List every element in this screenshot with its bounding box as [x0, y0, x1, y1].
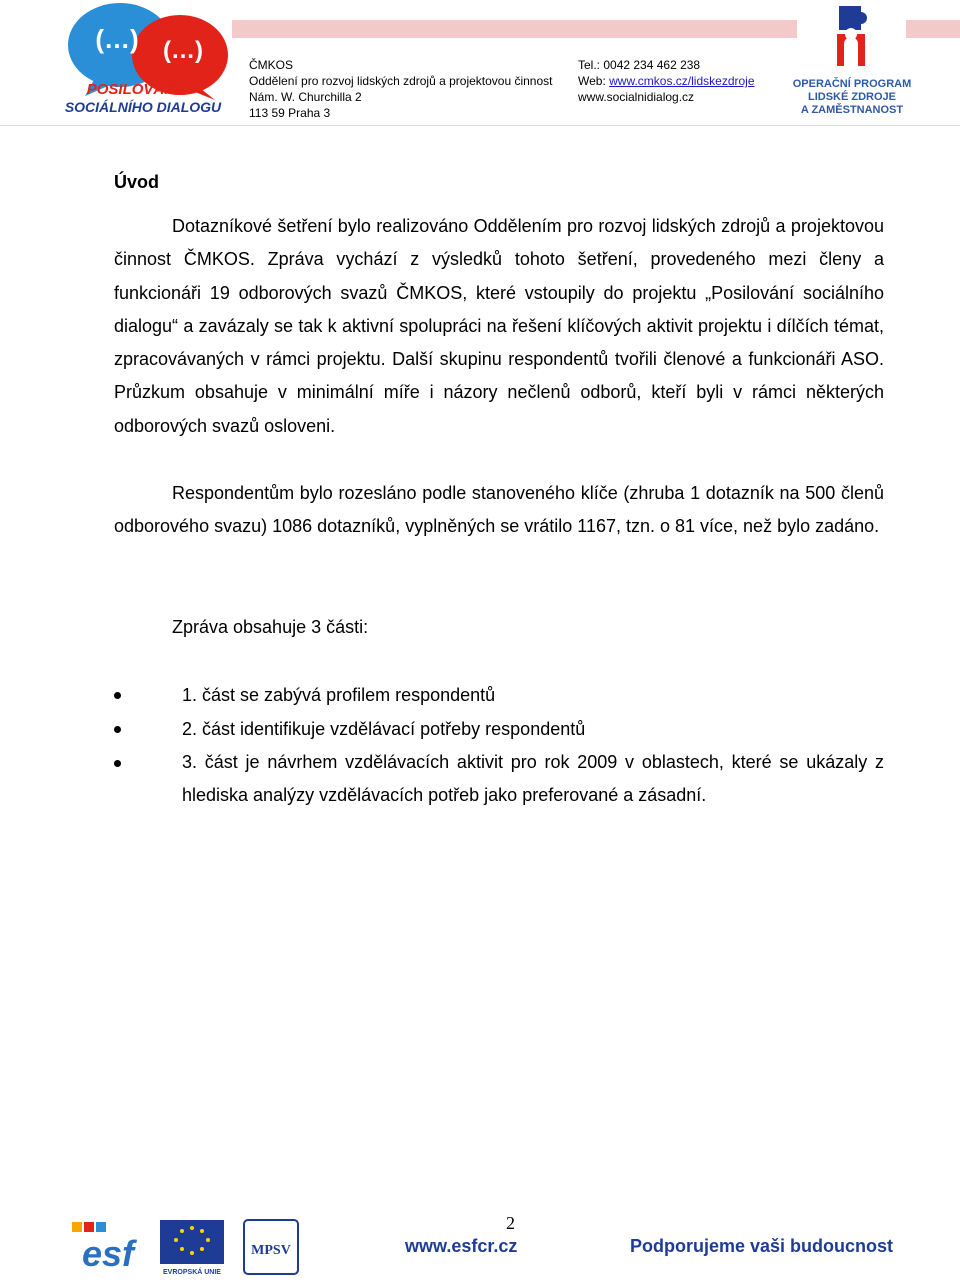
list-item-text: 2. část identifikuje vzdělávací potřeby respondentů [182, 719, 586, 739]
bullet-icon [114, 726, 121, 733]
logo-bubble-text-2: (…) [163, 37, 203, 64]
header-decor-bar-right [906, 20, 960, 38]
list-item [114, 678, 884, 712]
op-line-3: A ZAMĚSTNANOST [800, 104, 904, 116]
mpsv-logo-text: MPSV [251, 1243, 291, 1258]
footer-url[interactable]: www.esfcr.cz [405, 1236, 518, 1256]
intro-paragraph-1-text: Dotazníkové šetření bylo realizováno Oddělením pro rozvoj lidských zdrojů a projektovou činnost ČMKOS. Zpráva vychází z výsledků tohoto šetření, provedeného mezi členy a funkcionáři 19 odborových svazů ČMKOS, které vstoupily do projektu „Posilování sociálního dialogu“ a zavázaly se tak k aktivní spolupráci na řešení klíčových aktivit projektu i dílčích témat, zpracovávaných v rámci projektu. Další skupinu respondentů tvořili členové a funkcionáři ASO. Průzkum obsahuje v minimální míře i názory nečlenů odborů, kteří byli v rámci některých odborových svazů osloveni. [114, 216, 884, 436]
org-street: Nám. W. Churchilla 2 [249, 90, 362, 104]
org-city: 113 59 Praha 3 [249, 106, 331, 120]
header-decor-bar-left [232, 20, 797, 38]
site-url: www.socialnidialog.cz [578, 90, 695, 104]
operational-program-text [792, 78, 912, 117]
org-name: ČMKOS [249, 58, 294, 72]
list-item [114, 746, 884, 812]
phone-number: Tel.: 0042 234 462 238 [578, 58, 701, 72]
logo-bubble-text-1: (…) [95, 24, 139, 54]
section-heading: Úvod [114, 172, 159, 192]
list-item-text: 1. část se zabývá profilem respondentů [182, 685, 496, 705]
contact-info [578, 57, 755, 105]
intro-paragraph-1 [114, 210, 884, 443]
header-divider [0, 125, 960, 126]
list-item [114, 712, 884, 746]
logo-line-1: POSILOVÁNÍ [86, 81, 180, 98]
footer-slogan: Podporujeme vaši budoucnost [630, 1236, 894, 1256]
list-item-text: 3. část je návrhem vzdělávacích aktivit pro rok 2009 v oblastech, které se ukázaly z hlediska analýzy vzdělávacích potřeb jako preferované a zásadní. [182, 752, 884, 805]
intro-paragraph-2 [114, 477, 884, 544]
esf-logo-text: esf [81, 1233, 135, 1274]
eu-flag-logo [160, 1220, 224, 1276]
posilovani-socialniho-dialogu-logo [55, 0, 235, 122]
bullet-icon [114, 760, 121, 767]
footer-logos [68, 1216, 308, 1278]
web-label: Web: [578, 74, 610, 88]
bullet-icon [114, 692, 121, 699]
eu-logo-text: EVROPSKÁ UNIE [163, 1269, 221, 1276]
web-row [578, 73, 755, 89]
op-line-2: LIDSKÉ ZDROJE [807, 91, 896, 103]
intro-paragraph-2-text: Respondentům bylo rozesláno podle stanoveného klíče (zhruba 1 dotazník na 500 členů odborového svazu) 1086 dotazníků, vyplněných se vrátilo 1167, tzn. o 81 více, než bylo zadáno. [114, 483, 884, 537]
organization-address [249, 57, 553, 121]
org-department: Oddělení pro rozvoj lidských zdrojů a projektovou činnost [249, 74, 553, 88]
web-link[interactable]: www.cmkos.cz/lidskezdroje [609, 74, 755, 88]
report-parts-list [114, 678, 884, 812]
parts-intro: Zpráva obsahuje 3 části: [172, 617, 369, 637]
esf-logo [70, 1220, 148, 1274]
logo-line-2: SOCIÁLNÍHO DIALOGU [64, 99, 222, 115]
page-number: 2 [506, 1213, 515, 1233]
mpsv-logo [244, 1220, 298, 1274]
op-line-1: OPERAČNÍ PROGRAM [792, 78, 912, 90]
